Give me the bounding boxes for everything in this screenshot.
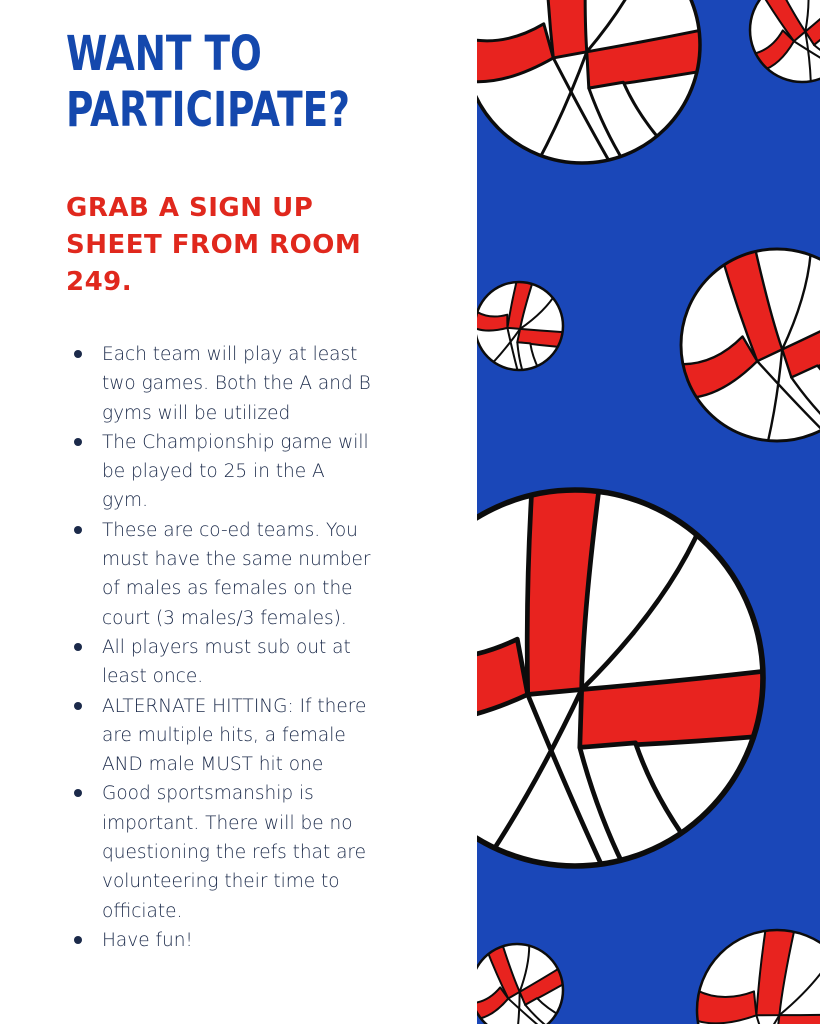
rule-item bbox=[74, 692, 404, 780]
rules-list bbox=[74, 340, 404, 955]
rule-text: The Championship game will be played to 25 in the A gym. bbox=[102, 431, 369, 512]
volleyball-pattern-panel bbox=[477, 0, 820, 1024]
volleyball-icon bbox=[477, 425, 820, 922]
bullet-icon bbox=[74, 526, 82, 534]
rule-text: Good sportsmanship is important. There will be no questioning the refs that are volunteering their time to officiate. bbox=[102, 783, 366, 922]
rule-text: All players must sub out at least once. bbox=[102, 636, 351, 688]
volleyball-pattern bbox=[477, 0, 820, 1024]
volleyball-icon bbox=[663, 231, 820, 455]
bullet-icon bbox=[74, 438, 82, 446]
rule-text: Each team will play at least two games. Both the A and B gyms will be utilized bbox=[102, 344, 371, 424]
bullet-icon bbox=[74, 702, 82, 710]
volleyball-icon bbox=[477, 0, 732, 190]
rule-text: Have fun! bbox=[102, 929, 193, 951]
volleyball-icon bbox=[477, 931, 575, 1024]
rule-item bbox=[74, 340, 404, 428]
rule-item bbox=[74, 926, 404, 955]
rule-item bbox=[74, 516, 404, 633]
bullet-icon bbox=[74, 643, 82, 651]
rule-item bbox=[74, 428, 404, 516]
rule-text: These are co-ed teams. You must have the same number of males as females on the court (3 males/3 females). bbox=[102, 519, 371, 629]
rule-text: ALTERNATE HITTING: If there are multiple hits, a female AND male MUST hit one bbox=[102, 695, 367, 776]
bullet-icon bbox=[74, 789, 82, 797]
bullet-icon bbox=[74, 936, 82, 944]
rule-item bbox=[74, 779, 404, 925]
volleyball-icon bbox=[729, 0, 820, 101]
headline: WANT TO PARTICIPATE? bbox=[66, 26, 350, 138]
sign-up-instructions: GRAB A SIGN UP SHEET FROM ROOM 249. bbox=[66, 193, 362, 297]
bullet-icon bbox=[74, 350, 82, 358]
rule-item bbox=[74, 633, 404, 692]
volleyball-icon bbox=[666, 897, 820, 1024]
volleyball-icon bbox=[477, 262, 583, 389]
